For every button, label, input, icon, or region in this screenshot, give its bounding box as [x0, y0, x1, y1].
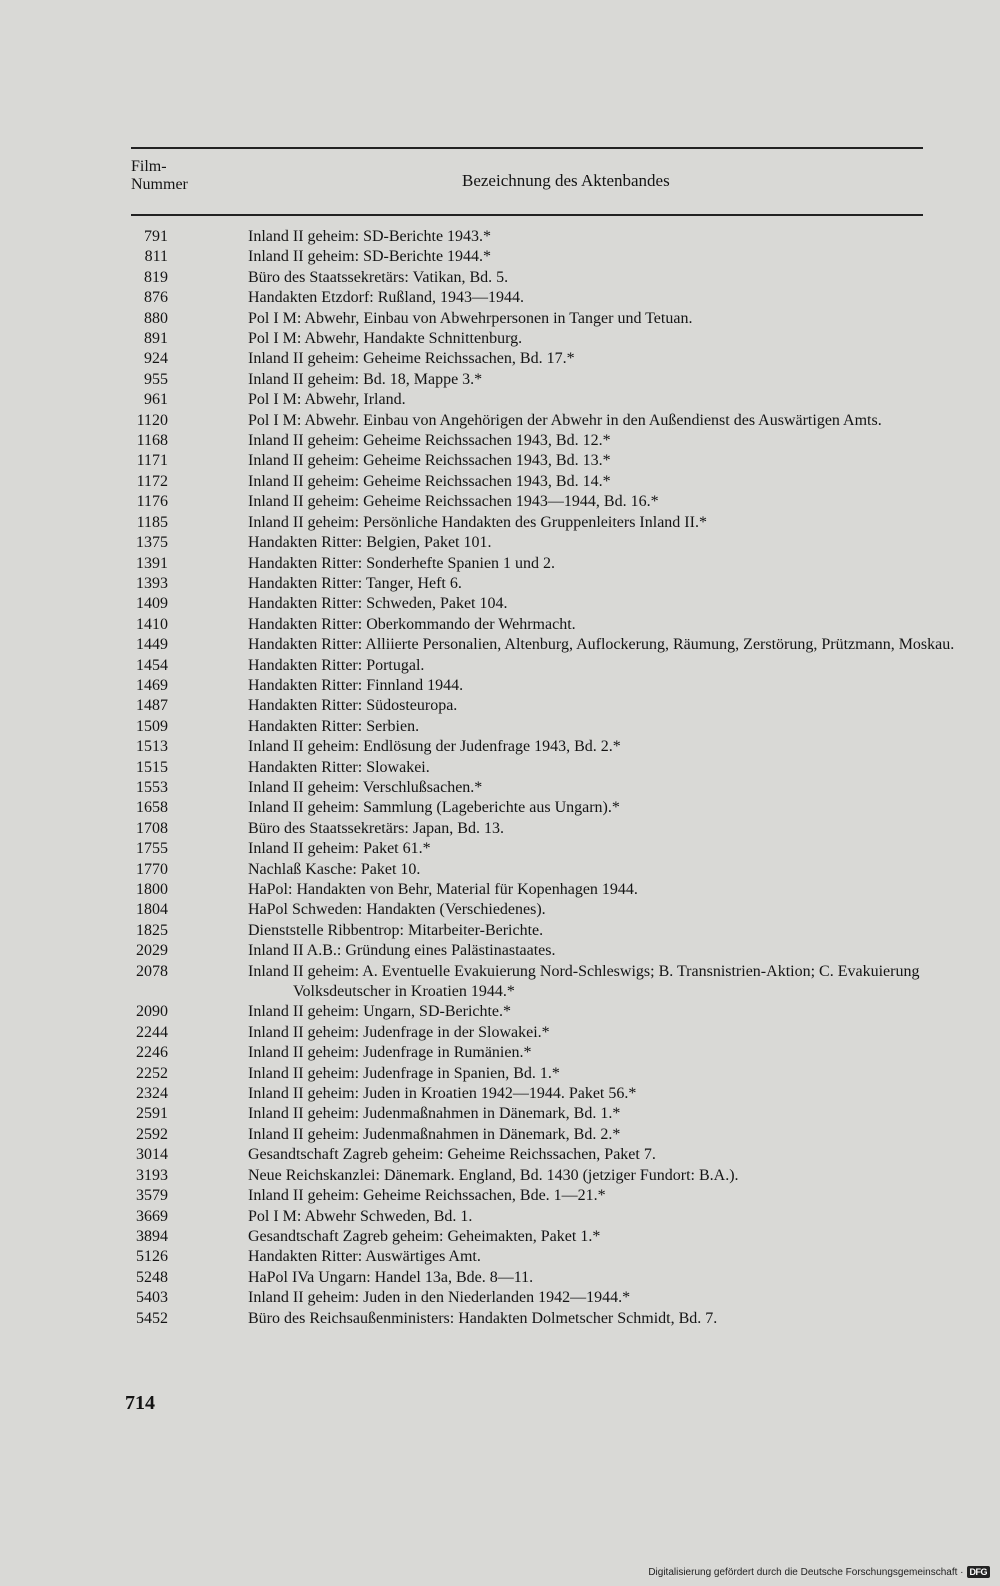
file-description: Inland II geheim: SD-Berichte 1944.*	[248, 248, 492, 266]
file-description: Handakten Ritter: Finnland 1944.	[248, 676, 464, 694]
table-row	[0, 431, 1000, 451]
film-number: 1171	[136, 452, 168, 470]
film-number: 2090	[136, 1003, 168, 1021]
film-number: 1176	[136, 493, 168, 511]
table-row	[0, 1288, 1000, 1308]
table-row	[0, 370, 1000, 390]
file-description: Inland II geheim: Ungarn, SD-Berichte.*	[248, 1003, 512, 1021]
film-number: 1487	[136, 697, 168, 715]
table-row	[0, 921, 1000, 941]
film-number: 3669	[136, 1207, 168, 1225]
file-description: Inland II geheim: Verschlußsachen.*	[248, 778, 483, 796]
film-number: 2591	[136, 1105, 168, 1123]
file-description: Büro des Reichsaußenministers: Handakten Dolmetscher Schmidt, Bd. 7.	[248, 1309, 718, 1327]
film-number: 1469	[136, 676, 168, 694]
film-number: 1168	[136, 432, 168, 450]
top-rule	[131, 147, 923, 149]
film-number: 1708	[136, 819, 168, 837]
file-description: HaPol IVa Ungarn: Handel 13a, Bde. 8—11.	[248, 1268, 534, 1286]
film-number: 1513	[136, 738, 168, 756]
film-number: 2078	[136, 962, 168, 980]
file-description: Gesandtschaft Zagreb geheim: Geheime Reichssachen, Paket 7.	[248, 1146, 656, 1164]
table-row	[0, 227, 1000, 247]
table-row	[0, 1125, 1000, 1145]
film-number: 791	[144, 228, 168, 245]
table-row	[0, 1268, 1000, 1288]
file-description: Handakten Ritter: Tanger, Heft 6.	[248, 574, 462, 592]
table-row	[0, 472, 1000, 492]
file-description: Inland II A.B.: Gründung eines Palästinastaates.	[248, 942, 556, 960]
table-row	[0, 900, 1000, 920]
file-description: Inland II geheim: Geheime Reichssachen, Bde. 1—21.*	[248, 1187, 606, 1205]
film-number: 1825	[136, 921, 168, 939]
file-description: Handakten Ritter: Südosteuropa.	[248, 697, 458, 715]
file-description: Handakten Ritter: Belgien, Paket 101.	[248, 534, 492, 552]
film-number-header	[131, 158, 221, 194]
file-description: Inland II geheim: Juden in den Niederlanden 1942—1944.*	[248, 1289, 631, 1307]
film-number: 1375	[136, 534, 168, 552]
file-description: Inland II geheim: Sammlung (Lageberichte aus Ungarn).*	[248, 799, 620, 817]
file-description: Nachlaß Kasche: Paket 10.	[248, 860, 421, 878]
film-number: 1391	[136, 554, 168, 572]
table-row	[0, 758, 1000, 778]
file-description: Handakten Ritter: Schweden, Paket 104.	[248, 595, 508, 613]
film-number: 891	[144, 330, 168, 348]
table-row	[0, 1104, 1000, 1124]
dfg-logo: DFG	[967, 1566, 991, 1578]
table-row	[0, 288, 1000, 308]
file-description: Gesandtschaft Zagreb geheim: Geheimakten, Paket 1.*	[248, 1227, 601, 1245]
file-description: Pol I M: Abwehr Schweden, Bd. 1.	[248, 1207, 473, 1225]
table-row	[0, 1207, 1000, 1227]
file-description: Büro des Staatssekretärs: Japan, Bd. 13.	[248, 819, 504, 837]
table-row	[0, 635, 1000, 655]
film-number: 811	[144, 248, 168, 266]
file-description: Neue Reichskanzlei: Dänemark. England, Bd. 1430 (jetziger Fundort: B.A.).	[248, 1166, 739, 1184]
film-header-line2: Nummer	[131, 176, 188, 193]
file-description: Inland II geheim: Geheime Reichssachen 1943, Bd. 12.*	[248, 432, 611, 450]
film-number: 961	[144, 391, 168, 409]
file-description: Inland II geheim: A. Eventuelle Evakuierung Nord-Schleswigs; B. Transnistrien-Aktion; C. Evakuierung Volksdeutscher in Kroatien 1944.*	[248, 962, 920, 1001]
film-number: 1509	[136, 717, 168, 735]
file-description: Inland II geheim: Endlösung der Judenfrage 1943, Bd. 2.*	[248, 738, 621, 756]
table-row	[0, 268, 1000, 288]
film-number: 1800	[136, 881, 168, 898]
film-number: 1755	[136, 840, 168, 858]
table-row	[0, 962, 1000, 1003]
film-number: 1172	[136, 472, 168, 490]
table-row	[0, 656, 1000, 676]
film-number: 1553	[136, 778, 168, 796]
table-row	[0, 329, 1000, 349]
film-header-line1: Film-	[131, 158, 167, 175]
table-row	[0, 411, 1000, 431]
film-number: 1804	[136, 901, 168, 919]
table-row	[0, 247, 1000, 267]
table-row	[0, 574, 1000, 594]
table-row	[0, 676, 1000, 696]
table-row	[0, 880, 1000, 900]
footer-text: Digitalisierung gefördert durch die Deutsche Forschungsgemeinschaft ·	[648, 1566, 964, 1578]
table-row	[0, 1043, 1000, 1063]
film-number: 1658	[136, 799, 168, 817]
film-number: 1410	[136, 615, 168, 633]
file-description: Pol I M: Abwehr, Irland.	[248, 391, 406, 409]
table-row	[0, 349, 1000, 369]
table-row	[0, 1227, 1000, 1247]
file-description: Inland II geheim: Persönliche Handakten des Gruppenleiters Inland II.*	[248, 513, 707, 531]
file-description: Handakten Ritter: Sonderhefte Spanien 1 und 2.	[248, 554, 556, 572]
page-number: 714	[125, 1392, 155, 1414]
table-row	[0, 1023, 1000, 1043]
table-row	[0, 615, 1000, 635]
film-number: 1449	[136, 636, 168, 654]
film-number: 5126	[136, 1248, 168, 1266]
table-row	[0, 390, 1000, 410]
table-row	[0, 492, 1000, 512]
table-row	[0, 778, 1000, 798]
table-row	[0, 798, 1000, 818]
file-description: Handakten Ritter: Slowakei.	[248, 758, 430, 776]
film-number: 924	[144, 350, 168, 368]
footer-credit	[648, 1566, 990, 1578]
film-number: 1393	[136, 574, 168, 592]
table-row	[0, 717, 1000, 737]
table-row	[0, 594, 1000, 614]
film-number: 2246	[136, 1044, 168, 1062]
film-number: 1454	[136, 656, 168, 674]
film-number: 3579	[136, 1187, 168, 1205]
film-number: 5403	[136, 1289, 168, 1307]
film-number: 2324	[136, 1085, 168, 1103]
table-row	[0, 839, 1000, 859]
table-row	[0, 1247, 1000, 1267]
film-number: 2244	[136, 1023, 168, 1041]
file-description: Inland II geheim: SD-Berichte 1943.*	[248, 228, 492, 245]
film-number: 1120	[136, 411, 168, 429]
file-description: Inland II geheim: Juden in Kroatien 1942—1944. Paket 56.*	[248, 1085, 637, 1103]
table-row	[0, 819, 1000, 839]
film-number: 1409	[136, 595, 168, 613]
table-row	[0, 1166, 1000, 1186]
film-number: 3193	[136, 1166, 168, 1184]
file-description: Inland II geheim: Paket 61.*	[248, 840, 431, 858]
table-row	[0, 1186, 1000, 1206]
table-row	[0, 1064, 1000, 1084]
file-description: Handakten Ritter: Portugal.	[248, 656, 425, 674]
file-description: Pol I M: Abwehr, Einbau von Abwehrpersonen in Tanger und Tetuan.	[248, 309, 693, 327]
file-description: Inland II geheim: Geheime Reichssachen 1943, Bd. 13.*	[248, 452, 611, 470]
file-description: Handakten Ritter: Serbien.	[248, 717, 420, 735]
film-number: 955	[144, 370, 168, 388]
film-number: 5452	[136, 1309, 168, 1327]
file-description: Inland II geheim: Judenfrage in Spanien, Bd. 1.*	[248, 1064, 560, 1082]
table-row	[0, 860, 1000, 880]
film-number: 2592	[136, 1125, 168, 1143]
film-number: 819	[144, 268, 168, 286]
file-description: Inland II geheim: Geheime Reichssachen 1943—1944, Bd. 16.*	[248, 493, 659, 511]
file-description: Inland II geheim: Judenmaßnahmen in Dänemark, Bd. 2.*	[248, 1125, 621, 1143]
film-number: 1185	[136, 513, 168, 531]
table-row	[0, 309, 1000, 329]
film-number: 2029	[136, 942, 168, 960]
table-row	[0, 696, 1000, 716]
file-description: Pol I M: Abwehr, Handakte Schnittenburg.	[248, 330, 523, 348]
file-description: Büro des Staatssekretärs: Vatikan, Bd. 5.	[248, 268, 509, 286]
film-number: 5248	[136, 1268, 168, 1286]
table-row	[0, 451, 1000, 471]
file-description: Inland II geheim: Bd. 18, Mappe 3.*	[248, 370, 483, 388]
file-description: Inland II geheim: Judenfrage in Rumänien.*	[248, 1044, 532, 1062]
film-number: 1770	[136, 860, 168, 878]
file-description: Handakten Ritter: Auswärtiges Amt.	[248, 1248, 481, 1266]
description-header: Bezeichnung des Aktenbandes	[462, 171, 670, 190]
file-description: HaPol: Handakten von Behr, Material für Kopenhagen 1944.	[248, 881, 638, 898]
table-row	[0, 941, 1000, 961]
file-description: Dienststelle Ribbentrop: Mitarbeiter-Berichte.	[248, 921, 544, 939]
table-row	[0, 554, 1000, 574]
film-number: 880	[144, 309, 168, 327]
film-number: 3014	[136, 1146, 168, 1164]
file-list	[0, 227, 1000, 1329]
table-row	[0, 737, 1000, 757]
file-description: Pol I M: Abwehr. Einbau von Angehörigen der Abwehr in den Außendienst des Auswärtigen Amts.	[248, 411, 882, 429]
film-number: 3894	[136, 1227, 168, 1245]
file-description: Inland II geheim: Judenmaßnahmen in Dänemark, Bd. 1.*	[248, 1105, 621, 1123]
table-row	[0, 1002, 1000, 1022]
file-description: Handakten Etzdorf: Rußland, 1943—1944.	[248, 289, 524, 307]
file-description: Inland II geheim: Judenfrage in der Slowakei.*	[248, 1023, 550, 1041]
file-description: Inland II geheim: Geheime Reichssachen 1943, Bd. 14.*	[248, 472, 611, 490]
file-description: HaPol Schweden: Handakten (Verschiedenes).	[248, 901, 546, 919]
film-number: 876	[144, 289, 168, 307]
file-description: Handakten Ritter: Oberkommando der Wehrmacht.	[248, 615, 576, 633]
film-number: 1515	[136, 758, 168, 776]
table-row	[0, 1145, 1000, 1165]
film-number: 2252	[136, 1064, 168, 1082]
file-description: Handakten Ritter: Alliierte Personalien, Altenburg, Auflockerung, Räumung, Zerstörung, Prützmann, Moskau.	[248, 636, 955, 654]
table-row	[0, 513, 1000, 533]
file-description: Inland II geheim: Geheime Reichssachen, Bd. 17.*	[248, 350, 575, 368]
table-row	[0, 533, 1000, 553]
table-row	[0, 1084, 1000, 1104]
table-row	[0, 1309, 1000, 1329]
header-rule	[131, 214, 923, 216]
